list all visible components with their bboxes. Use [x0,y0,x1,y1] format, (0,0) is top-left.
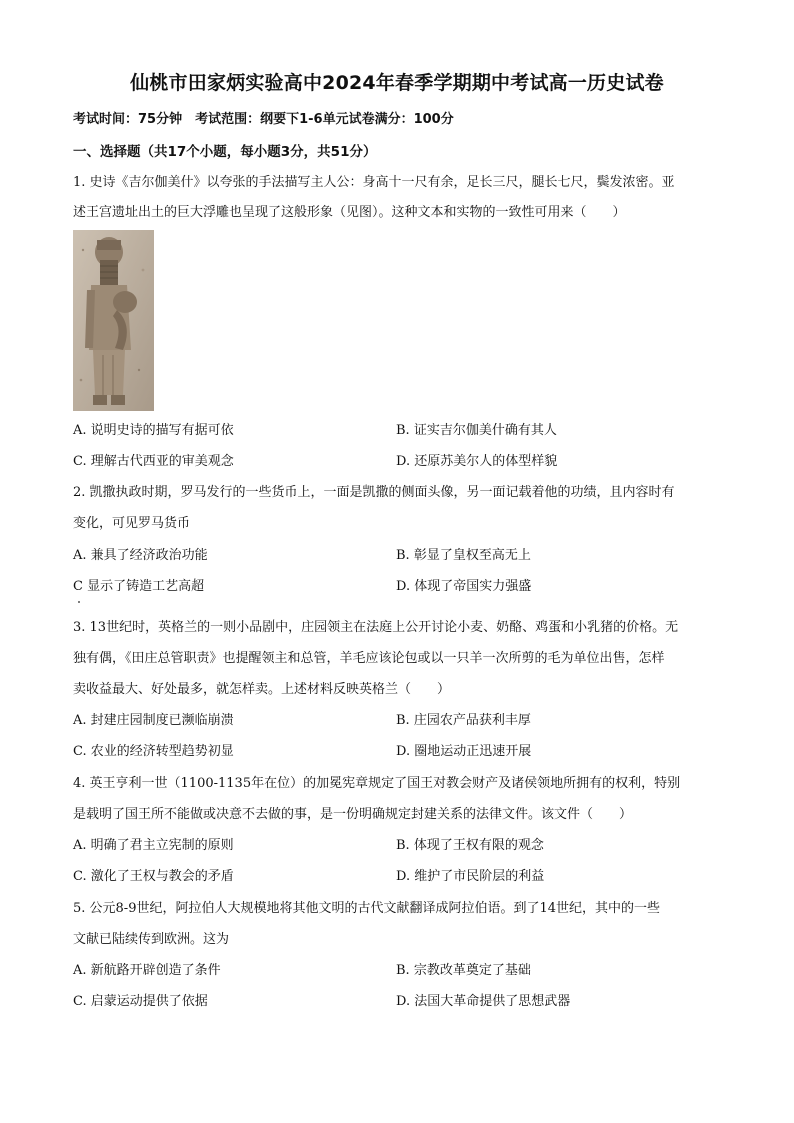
question-5-option-b: B. 宗教改革奠定了基础 [396,963,531,978]
question-2-option-c: C 显示了铸造工艺高超 [73,579,205,594]
stray-dot [78,601,80,603]
question-4-line-2: 是载明了国王所不能做或决意不去做的事，是一份明确规定封建关系的法律文件。该文件（ ） [73,807,633,822]
question-2-option-b: B. 彰显了皇权至高无上 [396,548,531,563]
question-4-option-d: D. 维护了市民阶层的利益 [396,869,545,884]
question-5-option-a: A. 新航路开辟创造了条件 [73,963,221,978]
question-2-line-1: 2. 凯撒执政时期，罗马发行的一些货币上，一面是凯撒的侧面头像，另一面记载着他的功绩，且内容时有 [73,485,675,500]
question-1-line-1: 1. 史诗《吉尔伽美什》以夸张的手法描写主人公：身高十一尺有余，足长三尺，腿长七尺，鬓发浓密。亚 [73,175,675,190]
section-heading: 一、选择题（共17个小题，每小题3分，共51分） [73,144,377,160]
question-3-option-c: C. 农业的经济转型趋势初显 [73,744,234,759]
question-1-line-2: 述王宫遗址出土的巨大浮雕也呈现了这般形象（见图）。这种文本和实物的一致性可用来（ ） [73,205,626,220]
question-5-line-1: 5. 公元8-9世纪，阿拉伯人大规模地将其他文明的古代文献翻译成阿拉伯语。到了14世纪，其中的一些 [73,901,661,916]
question-3-line-2: 独有偶，《田庄总管职责》也提醒领主和总管，羊毛应该论包或以一只羊一次所剪的毛为单位出售，怎样 [73,651,665,666]
question-1-option-c: C. 理解古代西亚的审美观念 [73,454,234,469]
question-1-option-b: B. 证实吉尔伽美什确有其人 [396,423,557,438]
question-3-line-1: 3. 13世纪时，英格兰的一则小品剧中，庄园领主在法庭上公开讨论小麦、奶酪、鸡蛋和小乳猪的价格。无 [73,620,679,635]
question-2-line-2: 变化，可见罗马货币 [73,516,191,531]
exam-meta: 考试时间：75分钟 考试范围：纲要下1-6单元试卷满分：100分 [73,112,454,127]
question-1-option-a: A. 说明史诗的描写有据可依 [73,423,234,438]
question-2-option-d: D. 体现了帝国实力强盛 [396,579,532,594]
question-5-option-d: D. 法国大革命提供了思想武器 [396,994,571,1009]
question-3-line-3: 卖收益最大、好处最多，就怎样卖。上述材料反映英格兰（ ） [73,682,451,697]
question-3-option-b: B. 庄园农产品获利丰厚 [396,713,531,728]
question-4-option-c: C. 激化了王权与教会的矛盾 [73,869,234,884]
question-1-option-d: D. 还原苏美尔人的体型样貌 [396,454,558,469]
question-5-line-2: 文献已陆续传到欧洲。这为 [73,932,230,947]
question-3-option-a: A. 封建庄园制度已濒临崩溃 [73,713,234,728]
question-4-option-a: A. 明确了君主立宪制的原则 [73,838,234,853]
question-5-option-c: C. 启蒙运动提供了依据 [73,994,208,1009]
question-3-option-d: D. 圈地运动正迅速开展 [396,744,532,759]
question-2-option-a: A. 兼具了经济政治功能 [73,548,208,563]
assyrian-relief-image [73,230,154,411]
exam-title: 仙桃市田家炳实验高中2024年春季学期期中考试高一历史试卷 [130,72,664,94]
question-4-line-1: 4. 英王亨利一世（1100-1135年在位）的加冕宪章规定了国王对教会财产及诸侯领地所拥有的权利，特别 [73,776,681,791]
question-4-option-b: B. 体现了王权有限的观念 [396,838,544,853]
